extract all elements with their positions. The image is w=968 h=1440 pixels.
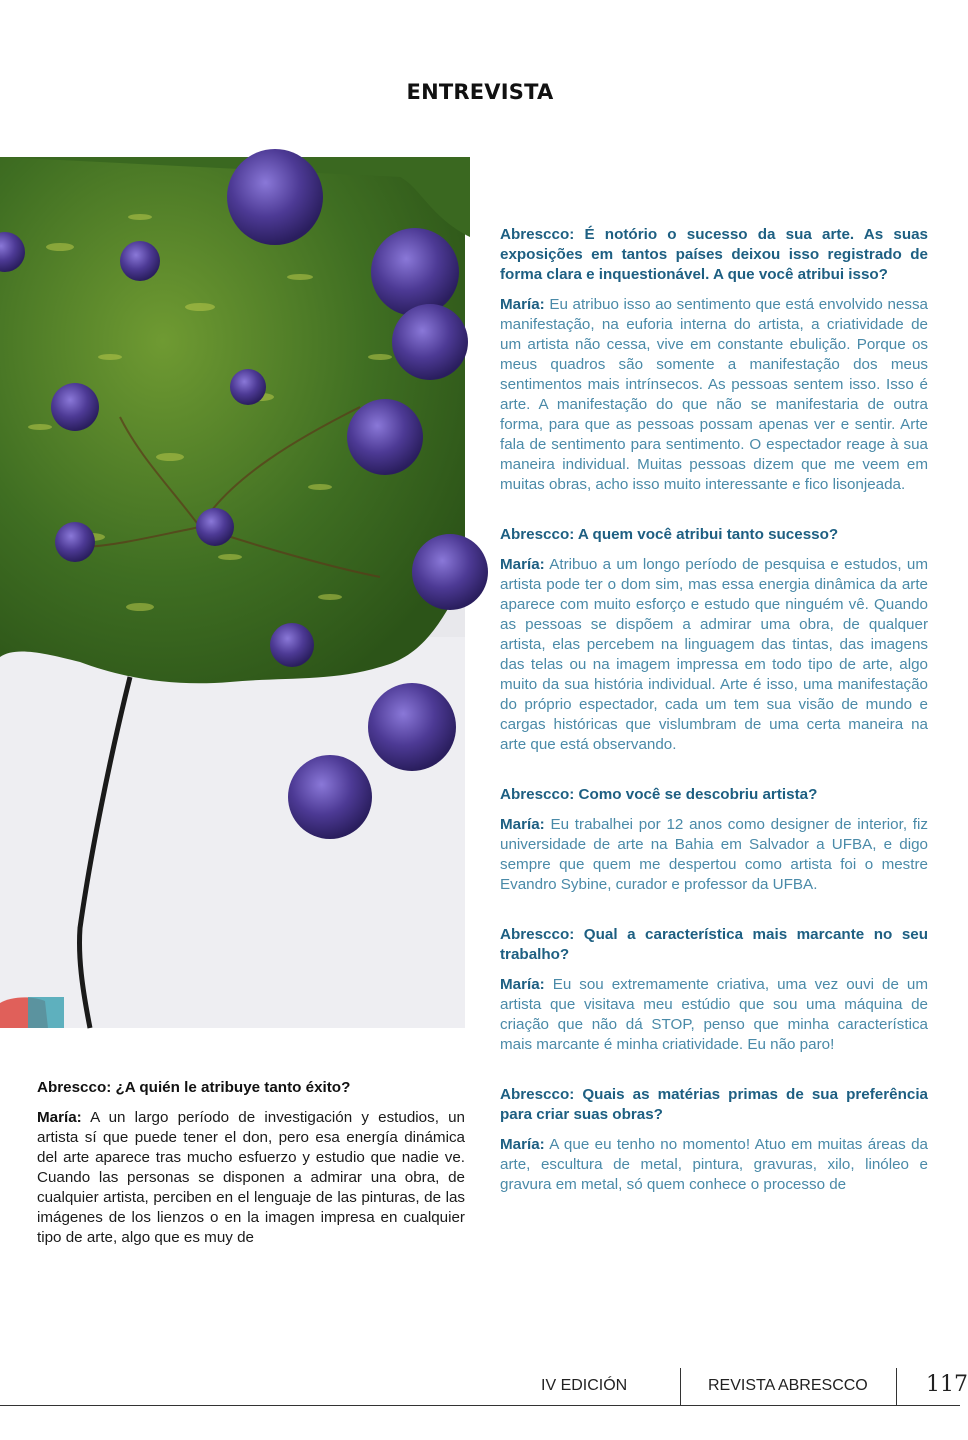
edition-label: IV EDICIÓN [541, 1377, 628, 1394]
page-number: 117 [926, 1372, 968, 1397]
interview-question: Abrescco: É notório o sucesso da sua arte. As suas exposições em tantos países deixou isso registrado de forma clara e inquestionável. A que você atribui isso? [500, 226, 928, 283]
footer-divider [896, 1368, 897, 1406]
interview-answer [500, 295, 928, 495]
interview-answer [500, 815, 928, 895]
speaker-label: María: [500, 816, 545, 833]
portuguese-interview-column [500, 225, 928, 1225]
speaker-label: María: [500, 976, 545, 993]
qa-block [500, 525, 928, 755]
qa-block [500, 925, 928, 1055]
qa-block [500, 1085, 928, 1195]
qa-block [500, 225, 928, 495]
interview-answer [37, 1108, 465, 1248]
speaker-label: María: [500, 296, 545, 313]
interview-question: Abrescco: A quem você atribui tanto sucesso? [500, 526, 839, 543]
section-title: ENTREVISTA [406, 80, 554, 104]
speaker-label: María: [500, 556, 545, 573]
interview-question: Abrescco: Quais as matérias primas de sua preferência para criar suas obras? [500, 1086, 928, 1123]
page-footer [0, 1360, 968, 1440]
interview-question: Abrescco: Como você se descobriu artista? [500, 786, 818, 803]
answer-text: A un largo período de investigación y estudios, un artista sí que puede tener el don, pero esa energía dinámica del arte aparece tras mucho esfuerzo y estudio que nadie ve. Cuando las personas se disponen a admirar una obra, de cualquier artista, perciben en el lenguaje de las pinturas, de las imágenes de los lienzos o en la imagen impresa en cualquier tipo de arte, algo que es muy de [37, 1109, 465, 1246]
flower-painting-image [0, 157, 465, 1028]
spanish-interview-column [37, 1078, 465, 1278]
answer-text: A que eu tenho no momento! Atuo em muitas áreas da arte, escultura de metal, pintura, gravuras, xilo, linóleo e gravura em metal, só quem conhece o processo de [500, 1136, 928, 1193]
speaker-label: María: [37, 1109, 82, 1126]
answer-text: Eu sou extremamente criativa, uma vez ouvi de um artista que visitava meu estúdio que sou uma máquina de criação que não dá STOP, penso que minha característica mais marcante é minha criatividade. Eu não paro! [500, 976, 928, 1053]
footer-rule [0, 1405, 960, 1406]
painting-canvas [0, 157, 465, 1028]
interview-answer [500, 1135, 928, 1195]
answer-text: Eu atribuo isso ao sentimento que está envolvido nessa manifestação, na euforia interna do artista, a criatividade de um artista não cessa, vive em constante ebulição. Porque os meus quadros são somente a manifestação dos meus sentimentos mais intrínsecos. As pessoas sentem isso. Isso é arte. A manifestação do que não se manifestaria de outra forma, para que as pessoas possam apenas ver e sentir. Arte fala de sentimento para sentimento. O espectador reage à sua maneira individual. Muitas pessoas dizem que me veem em muitas obras, acho isso muito interessante e fico lisonjeada. [500, 296, 928, 493]
answer-text: Eu trabalhei por 12 anos como designer de interior, fiz universidade de arte na Bahia em Salvador a UFBA, e digo sempre que quem me despertou como artista foi o mestre Evandro Sybine, curador e professor da UFBA. [500, 816, 928, 893]
footer-divider [680, 1368, 681, 1406]
qa-block [500, 785, 928, 895]
speaker-label: María: [500, 1136, 545, 1153]
interview-question: Abrescco: Qual a característica mais marcante no seu trabalho? [500, 926, 928, 963]
interview-answer [500, 555, 928, 755]
interview-question: Abrescco: ¿A quién le atribuye tanto éxito? [37, 1079, 351, 1096]
interview-answer [500, 975, 928, 1055]
magazine-name: REVISTA ABRESCCO [708, 1377, 868, 1394]
qa-block [37, 1078, 465, 1248]
answer-text: Atribuo a um longo período de pesquisa e estudos, um artista pode ter o dom sim, mas essa energia dinâmica da arte aparece com muito esforço e estudo que ninguém vê. Quando as pessoas se dispõem a admirar uma obra, de qualquer artista, elas percebem na linguagem das tintas, das imagens das telas ou na imagem impressa em todo tipo de arte, algo muito da sua história individual. Arte é isso, uma manifestação do próprio espectador, cada um tem sua visão de mundo e cargas históricas que vislumbram de uma certa maneira na arte que está observando. [500, 556, 928, 753]
